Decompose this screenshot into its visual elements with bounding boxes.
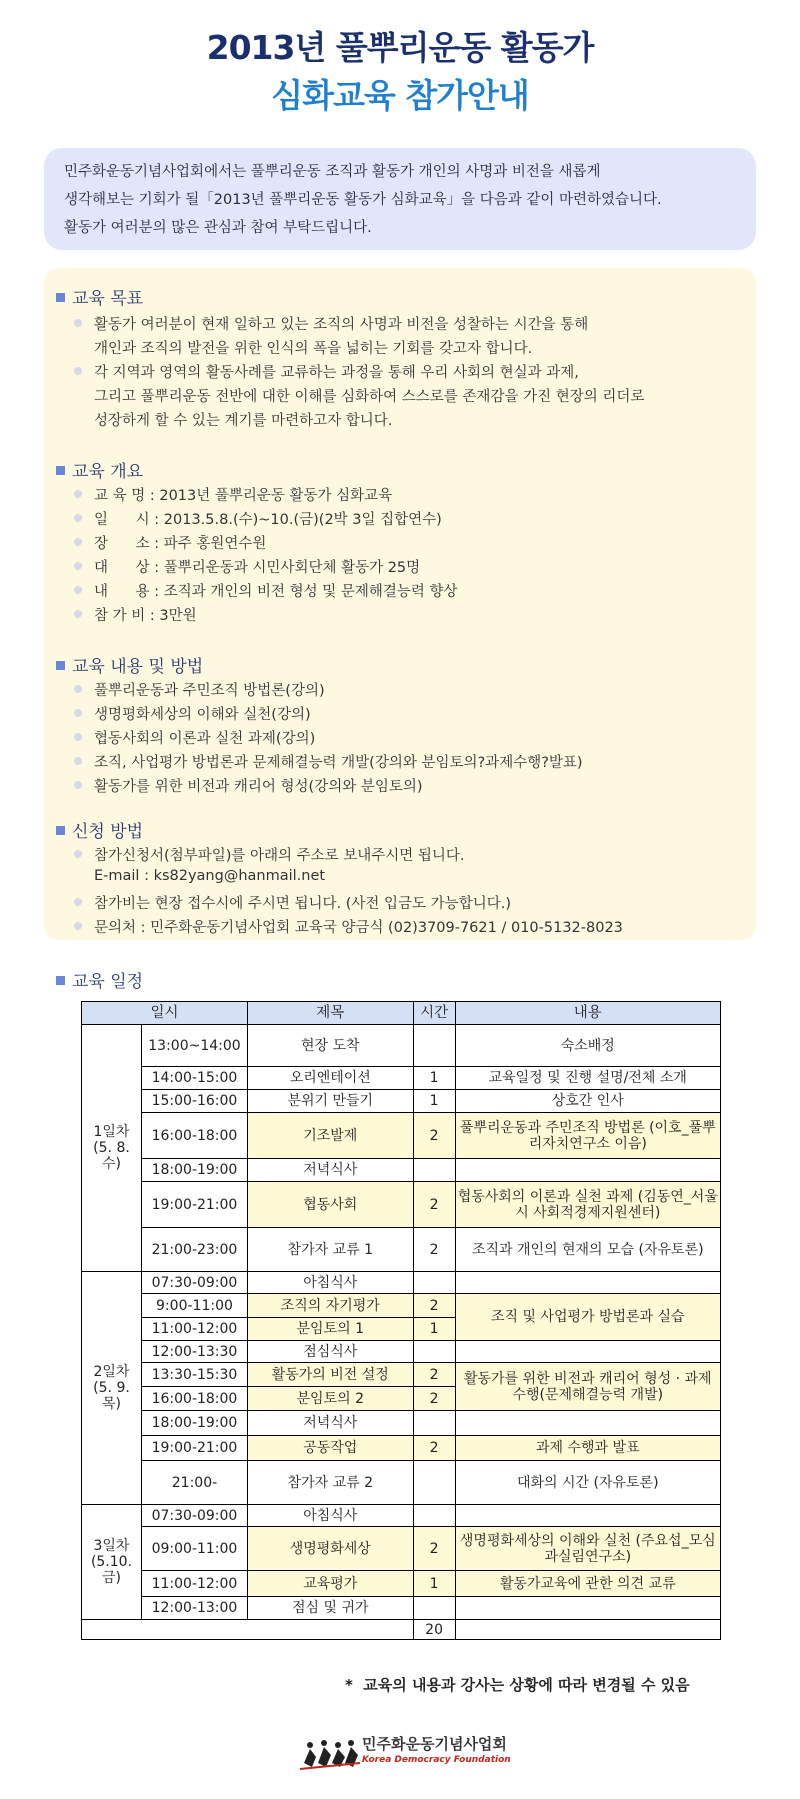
- title-cell: 분임토의 2: [247, 1387, 413, 1411]
- time-cell: 13:00~14:00: [141, 1025, 247, 1067]
- list-item: 장 소 : 파주 홍원연수원: [74, 532, 266, 553]
- total-row: [82, 1620, 721, 1640]
- table-row: [82, 1411, 721, 1436]
- email-link[interactable]: E-mail : ks82yang@hanmail.net: [94, 868, 326, 884]
- foundation-name-ko: 민주화운동기념사업회: [362, 1735, 507, 1753]
- section-heading-goal: 교육 목표: [56, 284, 143, 309]
- title-cell: 활동가의 비전 설정: [247, 1363, 413, 1387]
- intro-line: 민주화운동기념사업회에서는 풀뿌리운동 조직과 활동가 개인의 사명과 비전을 새롭게: [64, 164, 601, 180]
- section-heading-schedule: 교육 일정: [56, 967, 143, 992]
- content-cell: [455, 1159, 720, 1182]
- bullet-icon: [74, 850, 82, 858]
- hours-cell: [413, 1159, 455, 1182]
- list-item: 일 시 : 2013.5.8.(수)~10.(금)(2박 3일 집합연수): [74, 508, 442, 529]
- hours-cell: 2: [413, 1387, 455, 1411]
- time-cell: 16:00-18:00: [141, 1387, 247, 1411]
- time-cell: 18:00-19:00: [141, 1159, 247, 1182]
- time-cell: 07:30-09:00: [141, 1505, 247, 1527]
- bullet-icon: [74, 490, 82, 498]
- hours-cell: [413, 1272, 455, 1294]
- time-cell: 21:00-23:00: [141, 1228, 247, 1272]
- title-cell: 점심 및 귀가: [247, 1597, 413, 1620]
- content-cell: 숙소배정: [455, 1025, 720, 1067]
- time-cell: 19:00-21:00: [141, 1182, 247, 1228]
- list-item-continuation: 그리고 풀뿌리운동 전반에 대한 이해를 심화하여 스스로를 존재감을 가진 현장의 리더로: [94, 389, 645, 405]
- title-cell: 교육평가: [247, 1571, 413, 1597]
- hours-cell: [413, 1597, 455, 1620]
- day-label: 1일차 (5. 8. 수): [82, 1025, 142, 1272]
- time-cell: 11:00-12:00: [141, 1571, 247, 1597]
- table-row: [82, 1090, 721, 1113]
- time-cell: 12:00-13:00: [141, 1597, 247, 1620]
- list-item: 문의처 : 민주화운동기념사업회 교육국 양금식 (02)3709-7621 / 010-5132-8023: [74, 916, 623, 937]
- content-cell: 협동사회의 이론과 실천 과제 (김동연_서울시 사회적경제지원센터): [455, 1182, 720, 1228]
- page-title: 2013년 풀뿌리운동 활동가: [206, 28, 594, 67]
- section-heading-apply: 신청 방법: [56, 817, 143, 842]
- hours-cell: [413, 1025, 455, 1067]
- list-item: 각 지역과 영역의 활동사례를 교류하는 과정을 통해 우리 사회의 현실과 과제,: [74, 361, 579, 382]
- title-cell: 아침식사: [247, 1505, 413, 1527]
- title-cell: 참가자 교류 1: [247, 1228, 413, 1272]
- list-item: 활동가를 위한 비전과 캐리어 형성(강의와 분임토의): [74, 775, 423, 796]
- title-cell: 현장 도착: [247, 1025, 413, 1067]
- square-bullet-icon: [56, 293, 65, 302]
- content-cell: 교육일정 및 진행 설명/전체 소개: [455, 1067, 720, 1090]
- content-cell: 생명평화세상의 이해와 실천 (주요섭_모심과실림연구소): [455, 1527, 720, 1571]
- intro-line: 활동가 여러분의 많은 관심과 참여 부탁드립니다.: [64, 220, 372, 236]
- table-row: [82, 1228, 721, 1272]
- title-cell: 아침식사: [247, 1272, 413, 1294]
- bullet-icon: [74, 319, 82, 327]
- content-cell: [455, 1505, 720, 1527]
- table-row: [82, 1363, 721, 1387]
- title-cell: 생명평화세상: [247, 1527, 413, 1571]
- table-header-row: [82, 1002, 721, 1025]
- list-item: 교 육 명 : 2013년 풀뿌리운동 활동가 심화교육: [74, 484, 392, 505]
- list-item: 참가비는 현장 접수시에 주시면 됩니다. (사전 입금도 가능합니다.): [74, 892, 511, 913]
- square-bullet-icon: [56, 466, 65, 475]
- title-cell: 공동작업: [247, 1436, 413, 1461]
- column-header: 내용: [455, 1002, 720, 1025]
- content-cell: 조직 및 사업평가 방법론과 실습: [455, 1294, 720, 1341]
- footnote: * 교육의 내용과 강사는 상황에 따라 변경될 수 있음: [345, 1676, 690, 1694]
- time-cell: 19:00-21:00: [141, 1436, 247, 1461]
- table-row: [82, 1436, 721, 1461]
- day-label: 2일차 (5. 9. 목): [82, 1272, 142, 1505]
- table-row: [82, 1294, 721, 1318]
- time-cell: 14:00-15:00: [141, 1067, 247, 1090]
- table-row: [82, 1505, 721, 1527]
- time-cell: 07:30-09:00: [141, 1272, 247, 1294]
- bullet-icon: [74, 562, 82, 570]
- content-cell: 조직과 개인의 현재의 모습 (자유토론): [455, 1228, 720, 1272]
- intro-line: 생각해보는 기회가 될「2013년 풀뿌리운동 활동가 심화교육」을 다음과 같이 마련하였습니다.: [64, 192, 662, 208]
- intro-box: [44, 148, 756, 250]
- time-cell: 13:30-15:30: [141, 1363, 247, 1387]
- hours-cell: 2: [413, 1363, 455, 1387]
- hours-cell: 2: [413, 1527, 455, 1571]
- title-cell: 저녁식사: [247, 1159, 413, 1182]
- hours-cell: 2: [413, 1182, 455, 1228]
- time-cell: 12:00-13:30: [141, 1341, 247, 1363]
- list-item: 대 상 : 풀뿌리운동과 시민사회단체 활동가 25명: [74, 556, 420, 577]
- bullet-icon: [74, 898, 82, 906]
- bullet-icon: [74, 709, 82, 717]
- list-item: 생명평화세상의 이해와 실천(강의): [74, 703, 311, 724]
- bullet-icon: [74, 586, 82, 594]
- time-cell: 16:00-18:00: [141, 1113, 247, 1159]
- title-cell: 분위기 만들기: [247, 1090, 413, 1113]
- list-item-continuation: 개인과 조직의 발전을 위한 인식의 폭을 넓히는 기회를 갖고자 합니다.: [94, 341, 533, 357]
- list-item: 조직, 사업평가 방법론과 문제해결능력 개발(강의와 분임토의?과제수행?발표): [74, 751, 583, 772]
- table-row: [82, 1527, 721, 1571]
- list-item: 풀뿌리운동과 주민조직 방법론(강의): [74, 679, 325, 700]
- square-bullet-icon: [56, 976, 65, 985]
- column-header: 일시: [82, 1002, 248, 1025]
- title-cell: 점심식사: [247, 1341, 413, 1363]
- table-row: [82, 1159, 721, 1182]
- table-row: [82, 1182, 721, 1228]
- content-cell: 활동가를 위한 비전과 캐리어 형성 · 과제 수행(문제해결능력 개발): [455, 1363, 720, 1411]
- content-cell: 풀뿌리운동과 주민조직 방법론 (이호_풀뿌리자치연구소 이음): [455, 1113, 720, 1159]
- table-row: [82, 1113, 721, 1159]
- title-cell: 협동사회: [247, 1182, 413, 1228]
- content-cell: [455, 1272, 720, 1294]
- table-row: [82, 1597, 721, 1620]
- table-row: [82, 1067, 721, 1090]
- hours-cell: 1: [413, 1571, 455, 1597]
- content-cell: [455, 1341, 720, 1363]
- list-item: 활동가 여러분이 현재 일하고 있는 조직의 사명과 비전을 성찰하는 시간을 통해: [74, 313, 588, 334]
- total-spacer: [455, 1620, 720, 1640]
- bullet-icon: [74, 757, 82, 765]
- total-spacer: [82, 1620, 414, 1640]
- list-item: 참가신청서(첨부파일)를 아래의 주소로 보내주시면 됩니다.: [74, 844, 465, 865]
- time-cell: 15:00-16:00: [141, 1090, 247, 1113]
- list-item: 참 가 비 : 3만원: [74, 604, 197, 625]
- foundation-name-en: Korea Democracy Foundation: [362, 1755, 511, 1765]
- table-row: [82, 1571, 721, 1597]
- hours-cell: [413, 1341, 455, 1363]
- day-label: 3일차 (5.10. 금): [82, 1505, 142, 1620]
- bullet-icon: [74, 733, 82, 741]
- list-item-continuation: 성장하게 할 수 있는 계기를 마련하고자 합니다.: [94, 413, 393, 429]
- bullet-icon: [74, 367, 82, 375]
- schedule-table: [81, 1001, 721, 1640]
- time-cell: 09:00-11:00: [141, 1527, 247, 1571]
- bullet-icon: [74, 922, 82, 930]
- column-header: 제목: [247, 1002, 413, 1025]
- hours-cell: [413, 1411, 455, 1436]
- bullet-icon: [74, 781, 82, 789]
- hours-cell: [413, 1505, 455, 1527]
- total-hours: 20: [413, 1620, 455, 1640]
- content-cell: 상호간 인사: [455, 1090, 720, 1113]
- hours-cell: 1: [413, 1067, 455, 1090]
- time-cell: 9:00-11:00: [141, 1294, 247, 1318]
- square-bullet-icon: [56, 661, 65, 670]
- hours-cell: 2: [413, 1113, 455, 1159]
- table-row: [82, 1341, 721, 1363]
- table-row: [82, 1025, 721, 1067]
- list-item: 내 용 : 조직과 개인의 비전 형성 및 문제해결능력 향상: [74, 580, 458, 601]
- bullet-icon: [74, 514, 82, 522]
- bullet-icon: [74, 685, 82, 693]
- title-cell: 오리엔테이션: [247, 1067, 413, 1090]
- hours-cell: 2: [413, 1436, 455, 1461]
- table-row: [82, 1272, 721, 1294]
- time-cell: 18:00-19:00: [141, 1411, 247, 1436]
- title-cell: 저녁식사: [247, 1411, 413, 1436]
- content-cell: 대화의 시간 (자유토론): [455, 1461, 720, 1505]
- square-bullet-icon: [56, 826, 65, 835]
- title-cell: 분임토의 1: [247, 1318, 413, 1341]
- bullet-icon: [74, 610, 82, 618]
- time-cell: 11:00-12:00: [141, 1318, 247, 1341]
- content-cell: [455, 1411, 720, 1436]
- hours-cell: 2: [413, 1228, 455, 1272]
- hours-cell: 1: [413, 1090, 455, 1113]
- content-cell: 과제 수행과 발표: [455, 1436, 720, 1461]
- title-cell: 기조발제: [247, 1113, 413, 1159]
- section-heading-overview: 교육 개요: [56, 457, 143, 482]
- page-subtitle: 심화교육 참가안내: [271, 76, 529, 115]
- column-header: 시간: [413, 1002, 455, 1025]
- content-cell: [455, 1597, 720, 1620]
- content-cell: 활동가교육에 관한 의견 교류: [455, 1571, 720, 1597]
- title-cell: 조직의 자기평가: [247, 1294, 413, 1318]
- list-item: 협동사회의 이론과 실천 과제(강의): [74, 727, 315, 748]
- hours-cell: 2: [413, 1294, 455, 1318]
- hours-cell: 1: [413, 1318, 455, 1341]
- title-cell: 참가자 교류 2: [247, 1461, 413, 1505]
- table-row: [82, 1461, 721, 1505]
- time-cell: 21:00-: [141, 1461, 247, 1505]
- hours-cell: [413, 1461, 455, 1505]
- bullet-icon: [74, 538, 82, 546]
- section-heading-content: 교육 내용 및 방법: [56, 652, 203, 677]
